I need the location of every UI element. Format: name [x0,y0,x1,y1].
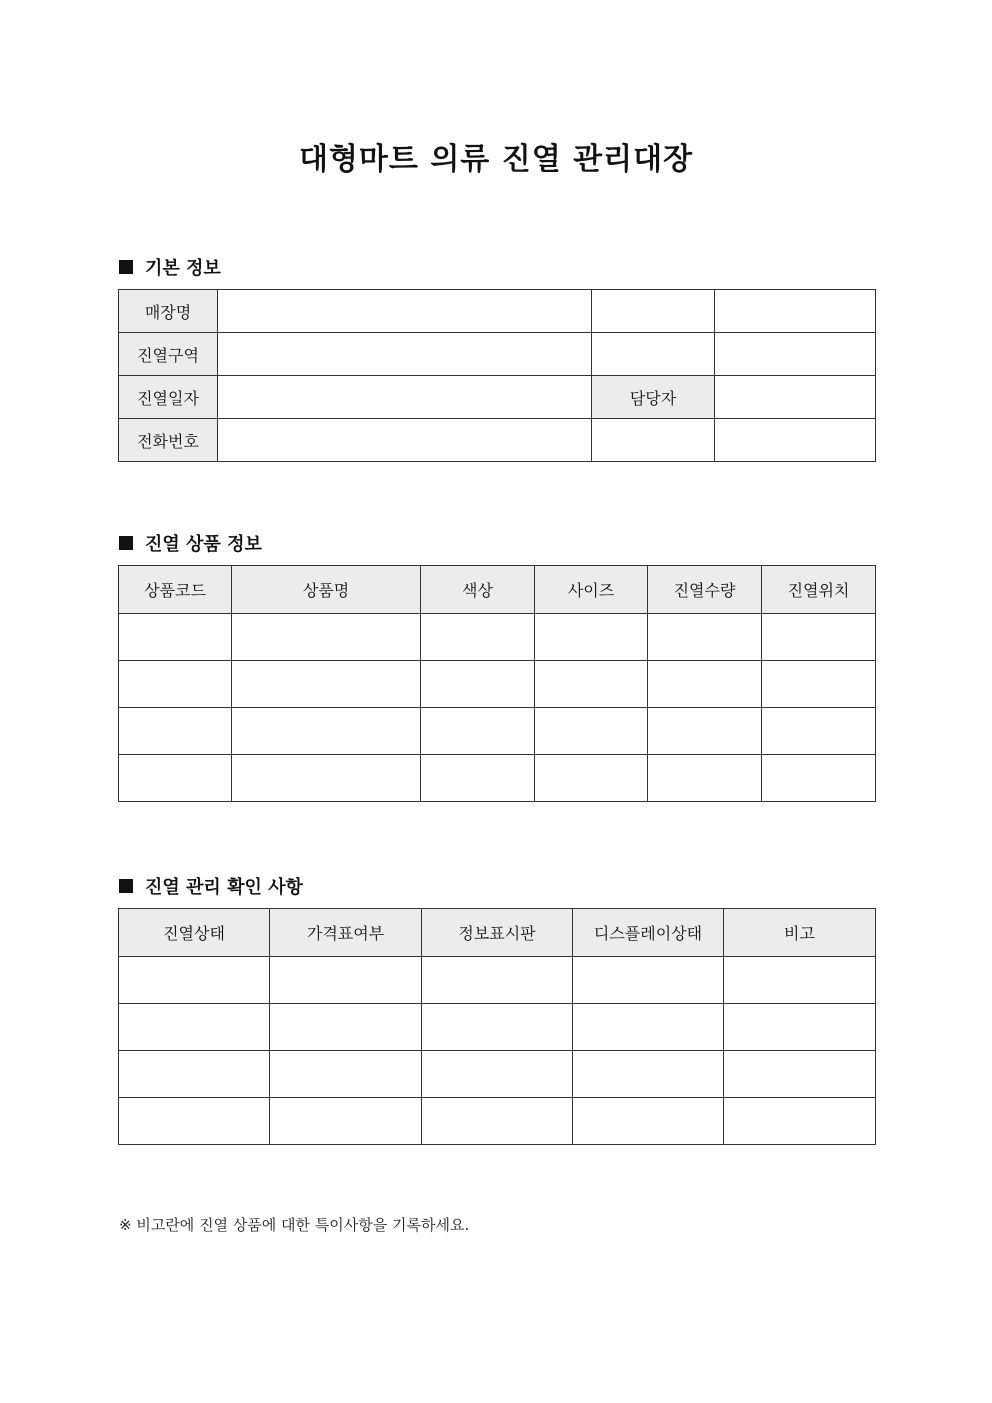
document-title: 대형마트 의류 진열 관리대장 [298,142,694,177]
table-cell[interactable] [119,614,232,661]
table-cell[interactable] [573,957,724,1004]
table-cell[interactable] [119,957,270,1004]
table-cell[interactable] [422,1004,573,1051]
table-cell[interactable] [724,957,876,1004]
table-cell[interactable] [421,614,535,661]
table-row [119,333,876,376]
column-header: 상품코드 [119,566,232,614]
table-cell[interactable] [762,661,876,708]
table-cell[interactable] [422,1098,573,1145]
table-row [119,755,876,802]
table-cell[interactable] [119,1098,270,1145]
column-header: 상품명 [232,566,421,614]
store-name-field[interactable] [218,290,592,333]
table-cell[interactable] [119,1051,270,1098]
square-bullet-icon [119,879,133,893]
table-cell[interactable] [724,1004,876,1051]
checks-table [118,908,876,1145]
table-cell[interactable] [724,1051,876,1098]
blank-label-cell [592,333,715,376]
table-cell[interactable] [573,1098,724,1145]
table-cell[interactable] [119,661,232,708]
label-display-date: 진열일자 [119,376,218,419]
table-cell[interactable] [232,708,421,755]
table-cell[interactable] [535,708,648,755]
table-cell[interactable] [421,661,535,708]
table-cell[interactable] [422,1051,573,1098]
column-header: 비고 [724,909,876,957]
blank-label-cell [592,419,715,462]
table-cell[interactable] [762,708,876,755]
table-cell[interactable] [270,957,422,1004]
blank-label-cell [592,290,715,333]
table-cell[interactable] [270,1098,422,1145]
blank-value-field[interactable] [715,419,876,462]
table-row [119,957,876,1004]
table-cell[interactable] [232,614,421,661]
table-cell[interactable] [270,1051,422,1098]
table-cell[interactable] [421,708,535,755]
column-header: 가격표여부 [270,909,422,957]
table-cell[interactable] [535,614,648,661]
display-zone-field[interactable] [218,333,592,376]
blank-value-field[interactable] [715,290,876,333]
table-row [119,1004,876,1051]
label-phone: 전화번호 [119,419,218,462]
column-header: 사이즈 [535,566,648,614]
square-bullet-icon [119,536,133,550]
table-cell[interactable] [421,755,535,802]
table-cell[interactable] [232,755,421,802]
table-row [119,376,876,419]
table-cell[interactable] [573,1051,724,1098]
square-bullet-icon [119,260,133,274]
column-header: 정보표시판 [422,909,573,957]
section-heading-checks [119,873,303,899]
table-header-row [119,909,876,957]
label-store-name: 매장명 [119,290,218,333]
table-cell[interactable] [535,661,648,708]
table-cell[interactable] [232,661,421,708]
table-cell[interactable] [762,755,876,802]
table-header-row [119,566,876,614]
table-cell[interactable] [270,1004,422,1051]
table-cell[interactable] [535,755,648,802]
table-cell[interactable] [119,755,232,802]
manager-field[interactable] [715,376,876,419]
table-row [119,708,876,755]
table-cell[interactable] [762,614,876,661]
table-cell[interactable] [648,708,762,755]
column-header: 디스플레이상태 [573,909,724,957]
section-heading-checks-label: 진열 관리 확인 사항 [145,877,303,898]
table-cell[interactable] [648,755,762,802]
products-table [118,565,876,802]
table-row [119,614,876,661]
table-row [119,661,876,708]
table-row [119,1098,876,1145]
table-row [119,1051,876,1098]
section-heading-basic [119,254,221,280]
section-heading-basic-label: 기본 정보 [145,258,221,279]
column-header: 진열위치 [762,566,876,614]
table-cell[interactable] [724,1098,876,1145]
display-date-field[interactable] [218,376,592,419]
column-header: 색상 [421,566,535,614]
blank-value-field[interactable] [715,333,876,376]
table-cell[interactable] [422,957,573,1004]
table-cell[interactable] [648,614,762,661]
phone-field[interactable] [218,419,592,462]
basic-info-table [118,289,876,462]
section-heading-products-label: 진열 상품 정보 [145,534,262,555]
footnote: ※ 비고란에 진열 상품에 대한 특이사항을 기록하세요. [119,1216,470,1234]
label-display-zone: 진열구역 [119,333,218,376]
table-cell[interactable] [648,661,762,708]
table-row [119,290,876,333]
label-manager: 담당자 [592,376,715,419]
table-row [119,419,876,462]
section-heading-products [119,530,262,556]
column-header: 진열상태 [119,909,270,957]
table-cell[interactable] [119,1004,270,1051]
table-cell[interactable] [573,1004,724,1051]
table-cell[interactable] [119,708,232,755]
column-header: 진열수량 [648,566,762,614]
